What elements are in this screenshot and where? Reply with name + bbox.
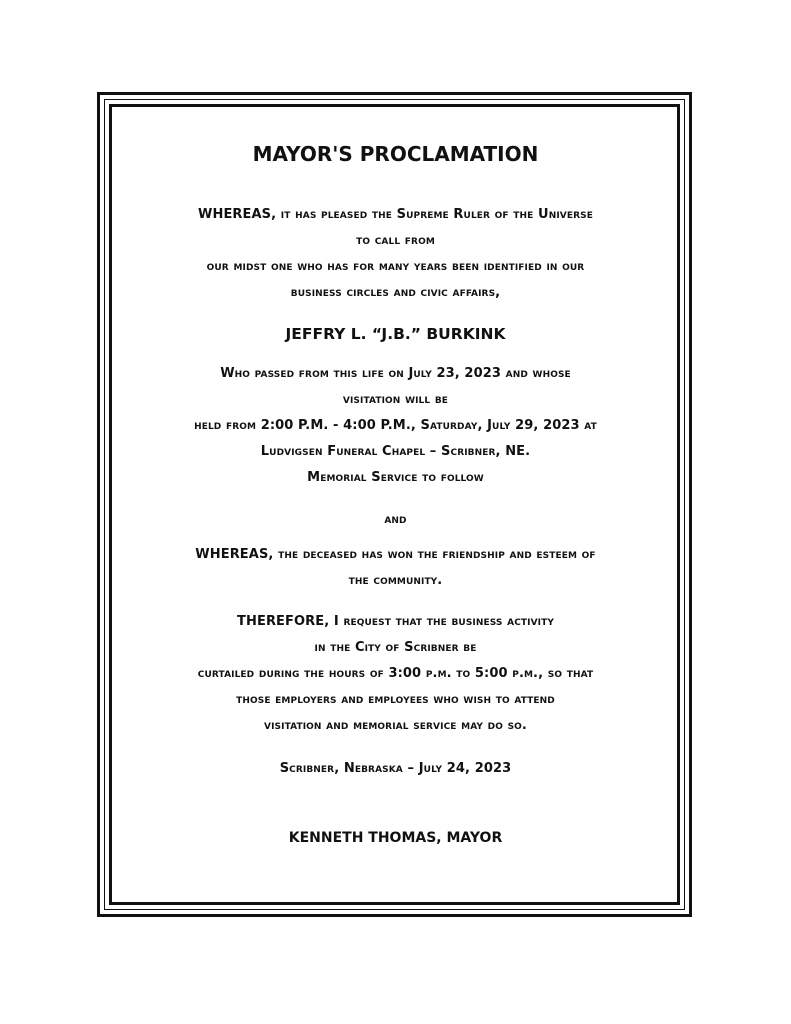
service-line-1: Who passed from this life on July 23, 2023 and whose (220, 366, 571, 381)
whereas-2-line-2: the community. (348, 573, 443, 588)
whereas-1-line-1: WHEREAS, it has pleased the Supreme Ruler of the Universe (198, 207, 593, 222)
therefore-line-3: curtailed during the hours of 3:00 p.m. to 5:00 p.m., so that (197, 666, 594, 681)
service-line-2: visitation will be (342, 392, 449, 407)
therefore-line-4: those employers and employees who wish to attend (236, 692, 555, 707)
service-line-5: Memorial Service to follow (307, 470, 484, 485)
honoree-name: JEFFRY L. “J.B.” BURKINK (285, 325, 506, 343)
therefore-line-1: THEREFORE, I request that the business activity (237, 614, 554, 629)
whereas-1-line-2: to call from (356, 233, 435, 248)
whereas-1-line-3: our midst one who has for many years been identified in our (206, 259, 585, 274)
and-conjunction: and (384, 512, 407, 527)
therefore-line-2: in the City of Scribner be (314, 640, 477, 655)
mayor-signature: KENNETH THOMAS, MAYOR (288, 830, 503, 846)
service-line-4: Ludvigsen Funeral Chapel – Scribner, NE. (260, 444, 531, 459)
proclamation-title: MAYOR'S PROCLAMATION (252, 142, 539, 166)
document-border-inner (109, 104, 680, 905)
whereas-2-line-1: WHEREAS, the deceased has won the friendship and esteem of (195, 547, 596, 562)
therefore-line-5: visitation and memorial service may do so. (264, 718, 527, 733)
dateline: Scribner, Nebraska – July 24, 2023 (279, 761, 512, 776)
service-line-3: held from 2:00 P.M. - 4:00 P.M., Saturday, July 29, 2023 at (194, 418, 597, 433)
whereas-1-line-4: business circles and civic affairs, (290, 285, 501, 300)
